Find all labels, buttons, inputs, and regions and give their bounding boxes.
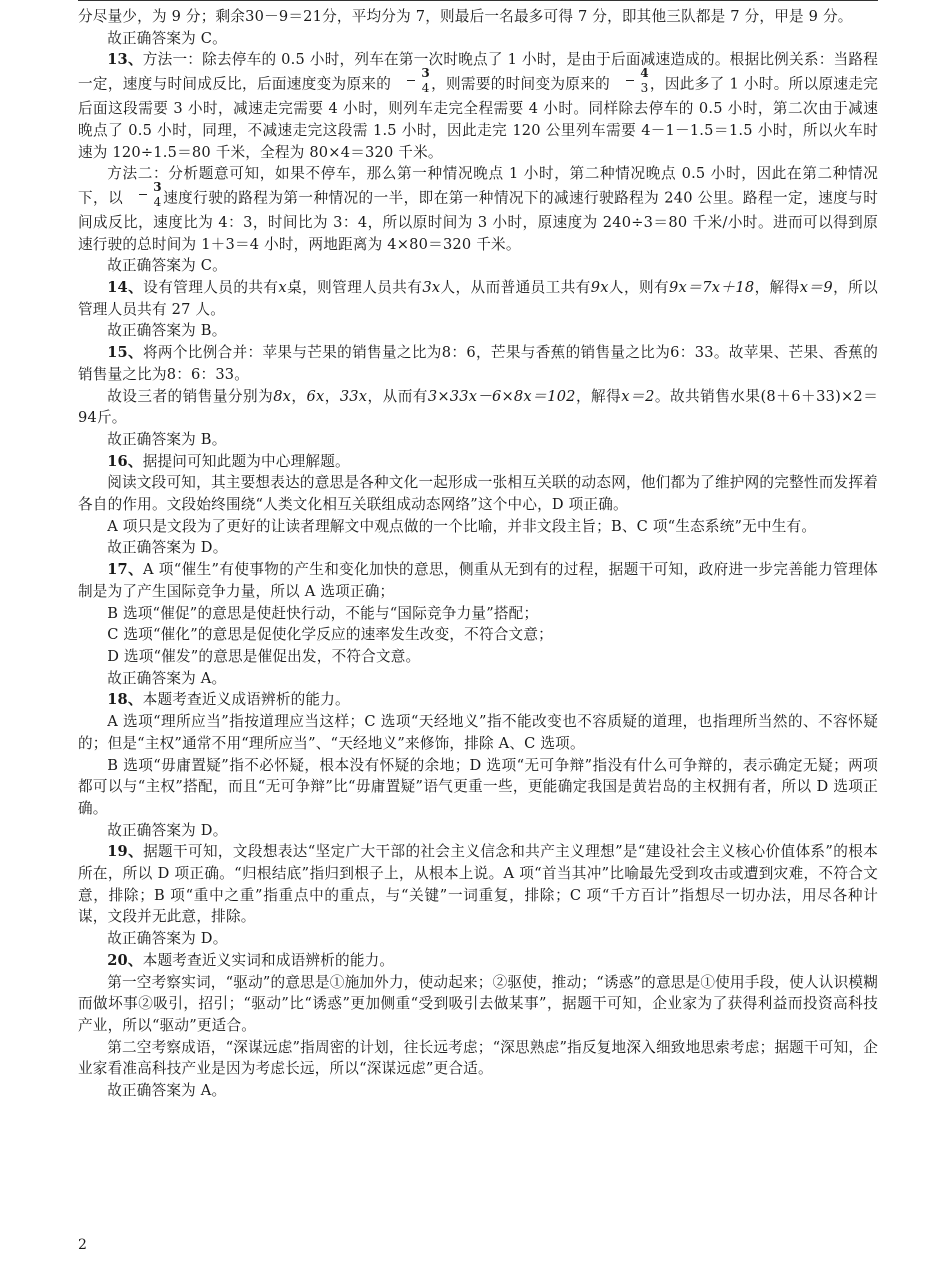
header-rule (78, 0, 878, 1)
answer-line: 故正确答案为 A。 (107, 669, 227, 687)
question-number: 18、 (107, 691, 143, 709)
question-13: 13、方法一：除去停车的 0.5 小时，列车在第一次时晚点了 1 小时，是由于后面减速造成的。根据比例关系：当路程一定，速度与时间成反比，后面速度变为原来的 $\frac{3}{4}$ ，则需要的时间变为原来的 $\frac{4}{3}$ ，因此多了 1 小时。所以原速走完后面这段需要 3 小时，减速走完需要 4 小时，则列车走完全程需要 4 小时。同样除去停车的 0.5 小时，第二次由于减速晚点了 0.5 小时，同理，不减速走完这段需 1.5 小时，因此走完 120 公里列车需要 4－1－1.5＝1.5 小时，所以火车时速为 120÷1.5＝80 千米，全程为 80×4＝320 千米。 (78, 51, 878, 161)
question-number: 14、 (107, 279, 144, 297)
paragraph: B 选项“毋庸置疑”指不必怀疑，根本没有怀疑的余地；D 选项“无可争辩”指没有什么可争辩的，表示确定无疑；两项都可以与“主权”搭配，而且“无可争辩”比“毋庸置疑”语气更重一些，更能确定我国是黄岩岛的主权拥有者，所以 D 选项正确。 (78, 756, 878, 817)
question-19: 19、据题干可知，文段想表达“坚定广大干部的社会主义信念和共产主义理想”是“建设社会主义核心价值体系”的根本所在，所以 D 项正确。“归根结底”指归到根子上，从根本上说。A 项“首当其冲”比喻最先受到攻击或遭到灾难，不符合文意，排除；B 项“重中之重”指重点中的重点，与“关键”一词重复，排除；C 项“千方百计”指想尽一切办法，用尽各种计谋，文段并无此意，排除。 (78, 843, 878, 926)
paragraph: 分尽量少，为 9 分；剩余30－9＝21分，平均分为 7，则最后一名最多可得 7 分，即其他三队都是 7 分，甲是 9 分。 (78, 8, 853, 25)
fraction: $\frac{4}{3}$ (611, 67, 649, 94)
answer-line: 故正确答案为 B。 (107, 430, 227, 448)
answer-line: 故正确答案为 C。 (107, 257, 227, 275)
answer-line: 故正确答案为 A。 (107, 1082, 227, 1100)
question-number: 17、 (107, 561, 144, 579)
answer-line: 故正确答案为 D。 (107, 821, 228, 839)
paragraph: C 选项“催化”的意思是促使化学反应的速率发生改变，不符合文意； (107, 626, 553, 644)
answer-line: 故正确答案为 D。 (107, 930, 228, 948)
fraction: $\frac{3}{4}$ (124, 181, 162, 208)
document-body (78, 6, 878, 1102)
paragraph: A 选项“理所应当”指按道理应当这样；C 选项“天经地义”指不能改变也不容质疑的道理，也指理所当然的、不容怀疑的；但是“主权”通常不用“理所应当”、“天经地义”来修饰，排除 A、C 选项。 (78, 713, 878, 752)
paragraph: D 选项“催发”的意思是催促出发，不符合文意。 (107, 647, 421, 665)
question-16: 16、据提问可知此题为中心理解题。 (107, 452, 350, 470)
fraction: $\frac{3}{4}$ (392, 67, 430, 94)
question-number: 19、 (107, 843, 144, 861)
question-number: 13、 (107, 51, 143, 69)
question-17: 17、A 项“催生”有使事物的产生和变化加快的意思，侧重从无到有的过程，据题干可知，政府进一步完善能力管理体制是为了产生国际竞争力量，所以 A 选项正确； (78, 561, 878, 600)
paragraph: 阅读文段可知，其主要想表达的意思是各种文化一起形成一张相互关联的动态网，他们都为了维护网的完整性而发挥着各自的作用。文段始终围绕“人类文化相互关联组成动态网络”这个中心，D 项正确。 (78, 474, 878, 514)
question-number: 15、 (107, 344, 143, 362)
question-number: 20、 (107, 951, 143, 969)
paragraph: 方法二：分析题意可知，如果不停车，那么第一种情况晚点 1 小时，第二种情况晚点 0.5 小时，因此在第二种情况下，以 $\frac{3}{4}$ 速度行驶的路程为第一种情况的一半，即在第一种情况下的减速行驶路程为 240 公里。路程一定，速度与时间成反比，速度比为 4：3，时间比为 3：4，所以原时间为 3 小时，原速度为 240÷3＝80 千米/小时。进而可以得到原速行驶的总时间为 1＋3＝4 小时，两地距离为 4×80＝320 千米。 (78, 165, 878, 253)
question-number: 16、 (107, 452, 143, 470)
answer-line: 故正确答案为 B。 (107, 322, 227, 340)
paragraph: 故设三者的销售量分别为8x，6x，33x，从而有3×33x－6×8x＝102，解得x＝2。故共销售水果(8＋6＋33)×2＝94斤。 (78, 387, 879, 427)
paragraph: 第一空考察实词，“驱动”的意思是①施加外力，使动起来；②驱使，推动；“诱惑”的意思是①使用手段，使人认识模糊而做坏事②吸引，招引；“驱动”比“诱惑”更加侧重“受到吸引去做某事”，据题干可知，企业家为了获得利益而投资高科技产业，所以“驱动”更适合。 (78, 973, 878, 1034)
paragraph: 第二空考察成语，“深谋远虑”指周密的计划，往长远考虑；“深思熟虑”指反复地深入细致地思索考虑；据题干可知，企业家看准高科技产业是因为考虑长远，所以“深谋远虑”更合适。 (78, 1038, 878, 1078)
page-number: 2 (78, 1237, 87, 1253)
question-15: 15、将两个比例合并：苹果与芒果的销售量之比为8：6，芒果与香蕉的销售量之比为6：33。故苹果、芒果、香蕉的销售量之比为8：6：33。 (78, 344, 879, 383)
paragraph: B 选项“催促”的意思是使赶快行动，不能与“国际竞争力量”搭配； (107, 604, 539, 622)
paragraph: A 项只是文段为了更好的让读者理解文中观点做的一个比喻，并非文段主旨；B、C 项“生态系统”无中生有。 (107, 517, 817, 535)
question-20: 20、本题考查近义实词和成语辨析的能力。 (107, 951, 395, 969)
answer-line: 故正确答案为 D。 (107, 539, 228, 557)
question-14: 14、设有管理人员的共有x桌，则管理人员共有3x人，从而普通员工共有9x人，则有9x＝7x＋18，解得x＝9，所以管理人员共有 27 人。 (78, 279, 878, 318)
answer-line: 故正确答案为 C。 (107, 29, 227, 47)
question-18: 18、本题考查近义成语辨析的能力。 (107, 691, 350, 709)
